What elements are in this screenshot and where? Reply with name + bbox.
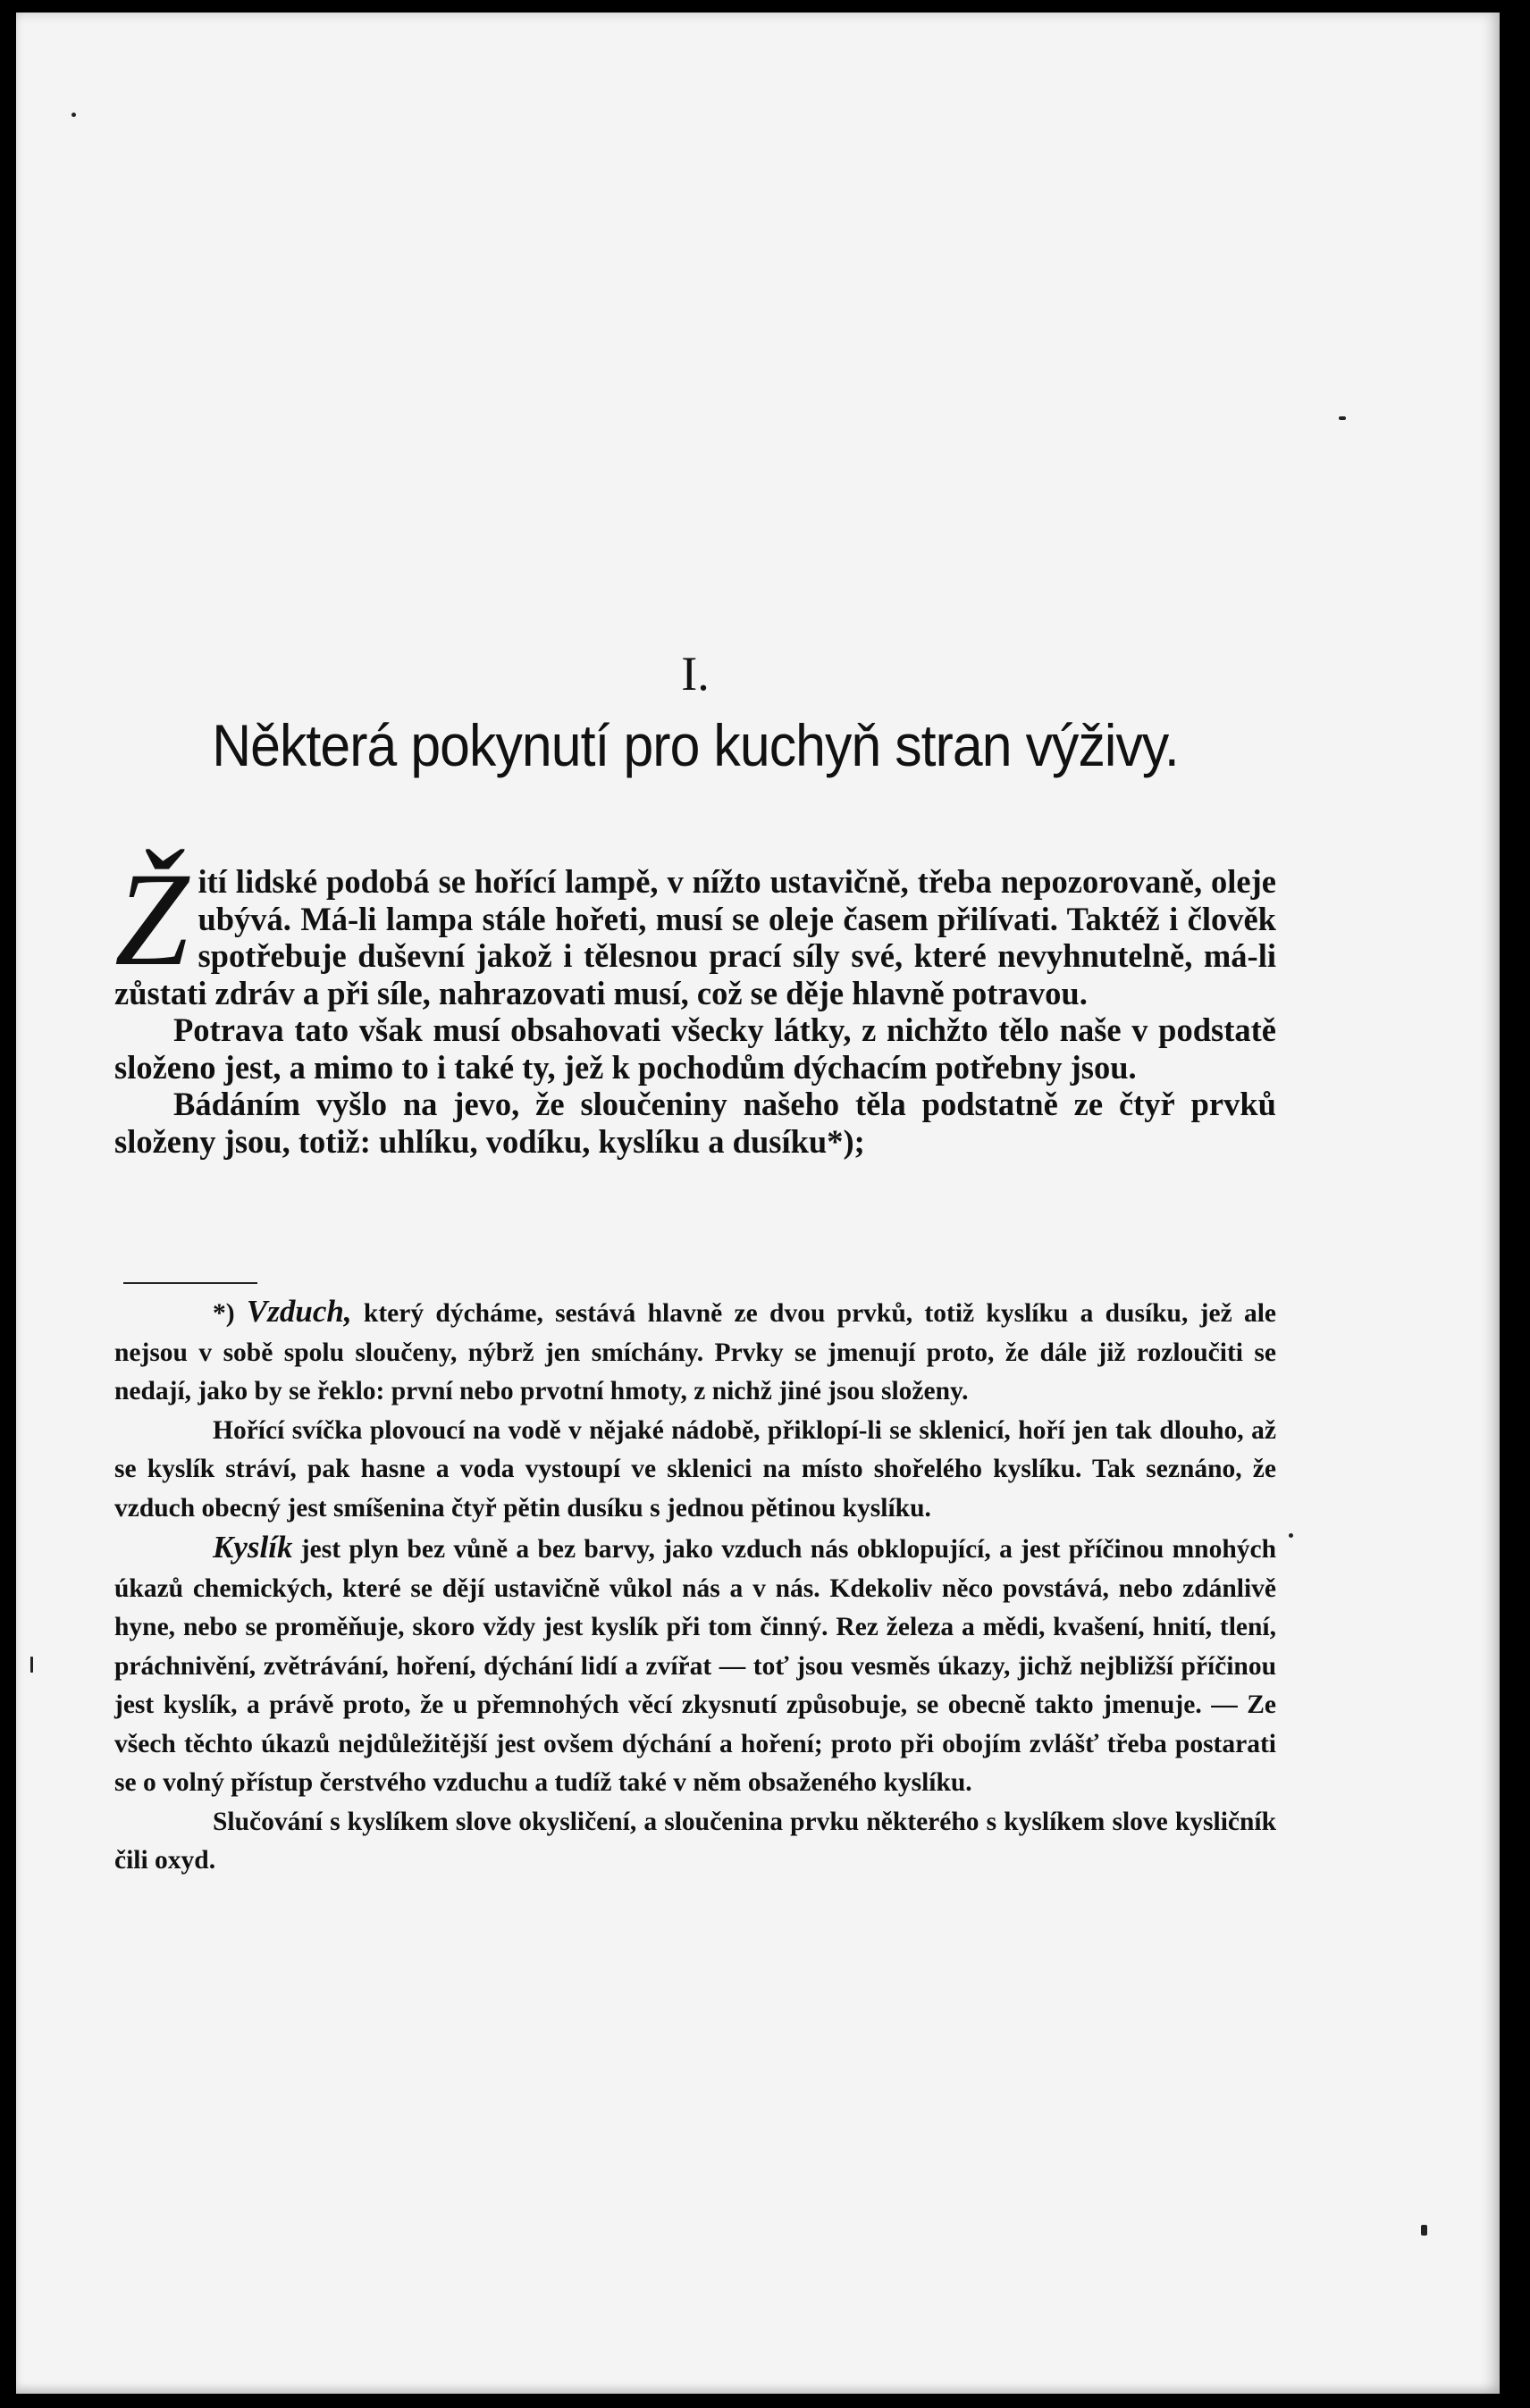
paragraph-1-text: ití lidské podobá se hořící lampě, v nížto ustavičně, třeba nepozorovaně, oleje ubývá. Má-li lampa stále hořeti, musí se oleje časem přilívati. Taktéž i člověk spotřebuje duševní jakož i tělesnou prací síly své, které nevyhnutelně, má-li zůstati zdráv a při síle, nahrazovati musí, což se děje hlavně potravou. [114, 863, 1276, 1011]
footnote-marker: *) [213, 1299, 235, 1328]
scan-speck [1421, 2225, 1427, 2236]
paragraph-2: Potrava tato však musí obsahovati všecky látky, z nichžto tělo naše v podstatě složeno jest, a mimo to i také ty, jež k pochodům dýchacím potřebny jsou. [114, 1011, 1276, 1086]
footnote-separator [123, 1282, 257, 1284]
scan-speck [1339, 416, 1346, 420]
chapter-title: Některá pokynutí pro kuchyň stran výživy. [212, 712, 1179, 778]
scan-speck [71, 113, 76, 117]
footnote-term-vzduch: Vzduch, [246, 1294, 352, 1329]
footnote-paragraph-2: Hořící svíčka plovoucí na vodě v nějaké nádobě, přiklopí-li se sklenicí, hoří jen tak dlouho, až se kyslík stráví, pak hasne a voda vystoupí ve sklenici na místo shořelého kyslíku. Tak seznáno, že vzduch obecný jest smíšenina čtyř pětin dusíku s jednou pětinou kyslíku. [114, 1415, 1276, 1523]
chapter-number: I. [681, 647, 710, 701]
scan-speck [30, 1657, 33, 1673]
footnote-term-kyslik: Kyslík [213, 1530, 293, 1565]
main-text [114, 845, 1276, 1160]
footnote-paragraph-4: Slučování s kyslíkem slove okysličení, a sloučenina prvku některého s kyslíkem slove kysličník čili oxyd. [114, 1807, 1276, 1875]
paragraph-1 [114, 845, 1276, 1011]
footnote [114, 1292, 1276, 1881]
footnote-paragraph-1 [114, 1292, 1276, 1412]
drop-cap: Ž [114, 845, 189, 994]
scan-speck [1289, 1533, 1293, 1538]
paragraph-3: Bádáním vyšlo na jevo, že sloučeniny našeho těla podstatně ze čtyř prvků složeny jsou, totiž: uhlíku, vodíku, kyslíku a dusíku*); [114, 1086, 1276, 1160]
footnote-paragraph-3 [114, 1528, 1276, 1803]
footnote-paragraph-1-text: který dýcháme, sestává hlavně ze dvou prvků, totiž kyslíku a dusíku, jež ale nejsou v sobě spolu sloučeny, nýbrž jen smíchány. Prvky se jmenují proto, že dále již rozloučiti se nedají, jako by se řeklo: první nebo prvotní hmoty, z nichž jiné jsou složeny. [114, 1299, 1277, 1405]
footnote-paragraph-3-text: jest plyn bez vůně a bez barvy, jako vzduch nás obklopující, a jest příčinou mnohých úkazů chemických, které se dějí ustavičně vůkol nás a v nás. Kdekoliv něco povstává, nebo zdánlivě hyne, nebo se proměňuje, skoro vždy jest kyslík při tom činný. Rez železa a mědi, kvašení, hnití, tlení, práchnivění, zvětrávání, hoření, dýchání lidí a zvířat — toť jsou vesměs úkazy, jichž nejbližší příčinou jest kyslík, a právě proto, že u přemnohých věcí zkysnutí způsobuje, se obecně takto jmenuje. — Ze všech těchto úkazů nejdůležitější jest ovšem dýchání a hoření; proto při obojím zvlášť třeba postarati se o volný přístup čerstvého vzduchu a tudíž také v něm obsaženého kyslíku. [114, 1535, 1276, 1797]
scanned-page [16, 13, 1500, 2394]
